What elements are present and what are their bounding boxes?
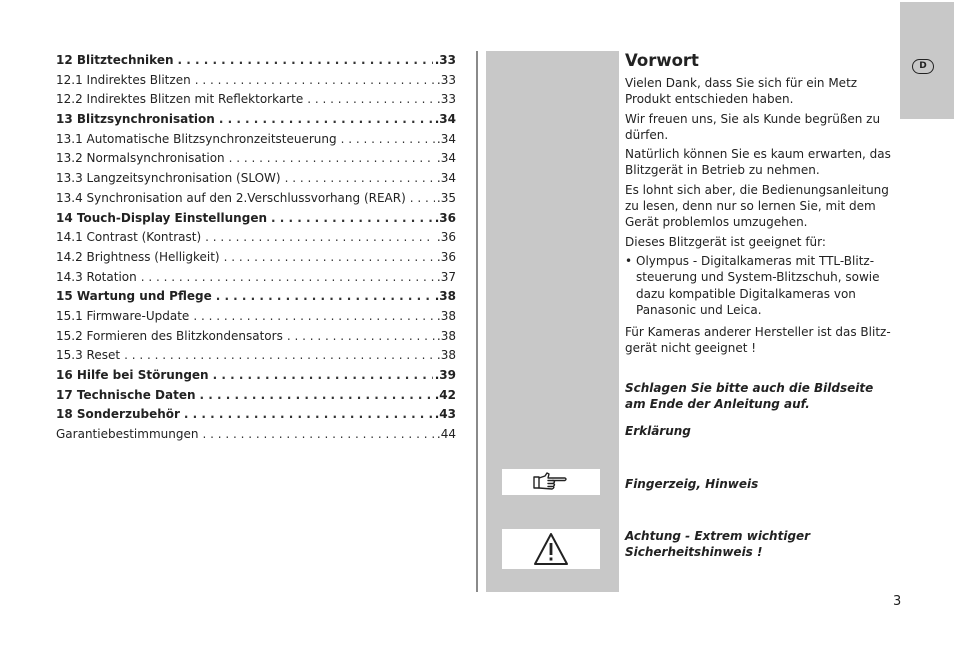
toc-entry-title: 12.2 Indirektes Blitzen mit Reflektorkarte [56,92,304,107]
toc-entry [56,189,456,209]
finger-note: Fingerzeig, Hinweis [625,477,759,491]
image-page-hint: Schlagen Sie bitte auch die Bildseite am Ende der Anleitung auf. [625,381,874,412]
toc-dot-leader [285,169,435,189]
toc-entry [56,209,456,229]
toc-entry [56,346,456,366]
toc-dot-leader [193,307,435,327]
page-number: 3 [893,594,902,609]
column-divider [476,51,478,592]
toc-dot-leader [178,51,433,71]
toc-entry-page: .44 [436,427,456,442]
pointing-hand-icon [502,469,600,495]
toc-entry-title: 15.2 Formieren des Blitzkondensators [56,328,283,343]
toc-entry [56,307,456,327]
toc-entry-title: 12 Blitztechniken [56,53,174,67]
toc-entry [56,149,456,169]
toc-entry-page: .36 [436,249,456,264]
foreword-paragraph: Wir freuen uns, Sie als Kunde begrüßen zu dürfen. [625,111,881,142]
toc-entry-page: .35 [436,190,456,205]
toc-entry-page: .38 [436,348,456,363]
toc-entry [56,71,456,91]
toc-entry [56,169,456,189]
foreword-paragraph: Dieses Blitzgerät ist geeignet für: [625,234,826,249]
toc-entry-title: 14 Touch-Display Einstellungen [56,210,267,225]
toc-dot-leader [202,425,434,445]
toc-entry-page: .34 [436,131,456,146]
toc-dot-leader [200,386,433,406]
toc-entry-page: .38 [436,328,456,343]
toc-entry [56,366,456,386]
toc-entry-page: .34 [436,151,456,166]
compatibility-list [625,253,895,318]
toc-entry [56,327,456,347]
toc-dot-leader [124,346,435,366]
toc-entry-title: 14.1 Contrast (Kontrast) [56,230,202,245]
toc-entry-title: Garantiebestimmungen [56,427,199,442]
toc-dot-leader [271,209,433,229]
toc-entry-title: 13.1 Automatische Blitzsynchronzeitsteuerung [56,131,337,146]
foreword-section [625,51,895,360]
toc-dot-leader [213,366,433,386]
foreword-heading: Vorwort [625,51,699,70]
toc-dot-leader [205,228,435,248]
foreword-paragraph: Es lohnt sich aber, die Bedienungsanleitung zu lesen, denn nur so lernen Sie, mit dem Gerät problemlos umzugehen. [625,182,889,230]
toc-dot-leader [141,268,435,288]
toc-entry-title: 13.2 Normalsynchronisation [56,151,225,166]
toc-dot-leader [195,71,435,91]
toc-entry-page: .42 [434,387,456,402]
toc-entry [56,110,456,130]
toc-entry-page: .38 [434,289,456,304]
toc-entry-page: .37 [436,269,456,284]
toc-entry-page: .33 [436,72,456,87]
toc-entry-page: .36 [434,210,456,225]
foreword-paragraph: Für Kameras anderer Hersteller ist das Blitz-gerät nicht geeignet ! [625,325,891,356]
toc-entry-page: .43 [434,407,456,422]
toc-dot-leader [216,287,433,307]
toc-dot-leader [184,405,433,425]
toc-entry-page: .34 [434,112,456,127]
legend-title: Erklärung [625,424,691,438]
toc-dot-leader [224,248,435,268]
foreword-paragraph: Natürlich können Sie es kaum erwarten, das Blitzgerät in Betrieb zu nehmen. [625,147,891,178]
toc-entry [56,130,456,150]
toc-entry-title: 14.2 Brightness (Helligkeit) [56,249,220,264]
language-badge: D [912,59,934,74]
table-of-contents [56,51,456,445]
toc-entry-page: .34 [436,171,456,186]
toc-entry-title: 15.1 Firmware-Update [56,308,190,323]
toc-entry [56,405,456,425]
warning-triangle-icon [502,529,600,569]
toc-entry-page: .33 [436,92,456,107]
toc-entry-page: .33 [434,53,456,67]
foreword-paragraph: Vielen Dank, dass Sie sich für ein Metz Produkt entschieden haben. [625,76,858,107]
toc-entry-page: .36 [436,230,456,245]
toc-entry [56,287,456,307]
toc-entry-title: 14.3 Rotation [56,269,137,284]
toc-entry-page: .39 [434,368,456,382]
toc-entry [56,51,456,71]
toc-entry [56,248,456,268]
toc-entry [56,228,456,248]
toc-entry [56,386,456,406]
toc-entry-title: 15 Wartung und Pflege [56,289,212,304]
toc-dot-leader [341,130,435,150]
toc-dot-leader [229,149,435,169]
toc-entry-title: 13.4 Synchronisation auf den 2.Verschlussvorhang (REAR) [56,190,406,205]
toc-dot-leader [410,189,435,209]
toc-dot-leader [219,110,433,130]
toc-entry [56,268,456,288]
toc-entry-title: 12.1 Indirektes Blitzen [56,72,191,87]
warning-note: Achtung - Extrem wichtiger Sicherheitshinweis ! [625,529,811,560]
toc-entry-title: 16 Hilfe bei Störungen [56,368,209,382]
toc-entry [56,425,456,445]
toc-dot-leader [307,90,435,110]
list-item: • Olympus - Digitalkameras mit TTL-Blitz-steuerung und System-Blitzschuh, sowie dazu kompatible Digitalkameras von Panasonic und Leica. [625,253,895,318]
toc-entry-title: 18 Sonderzubehör [56,407,180,422]
toc-entry-title: 17 Technische Daten [56,387,196,402]
icon-column [486,51,619,592]
toc-entry-page: .38 [436,308,456,323]
toc-entry [56,90,456,110]
toc-dot-leader [287,327,435,347]
toc-entry-title: 15.3 Reset [56,348,121,363]
toc-entry-title: 13.3 Langzeitsynchronisation (SLOW) [56,171,281,186]
toc-entry-title: 13 Blitzsynchronisation [56,112,215,127]
